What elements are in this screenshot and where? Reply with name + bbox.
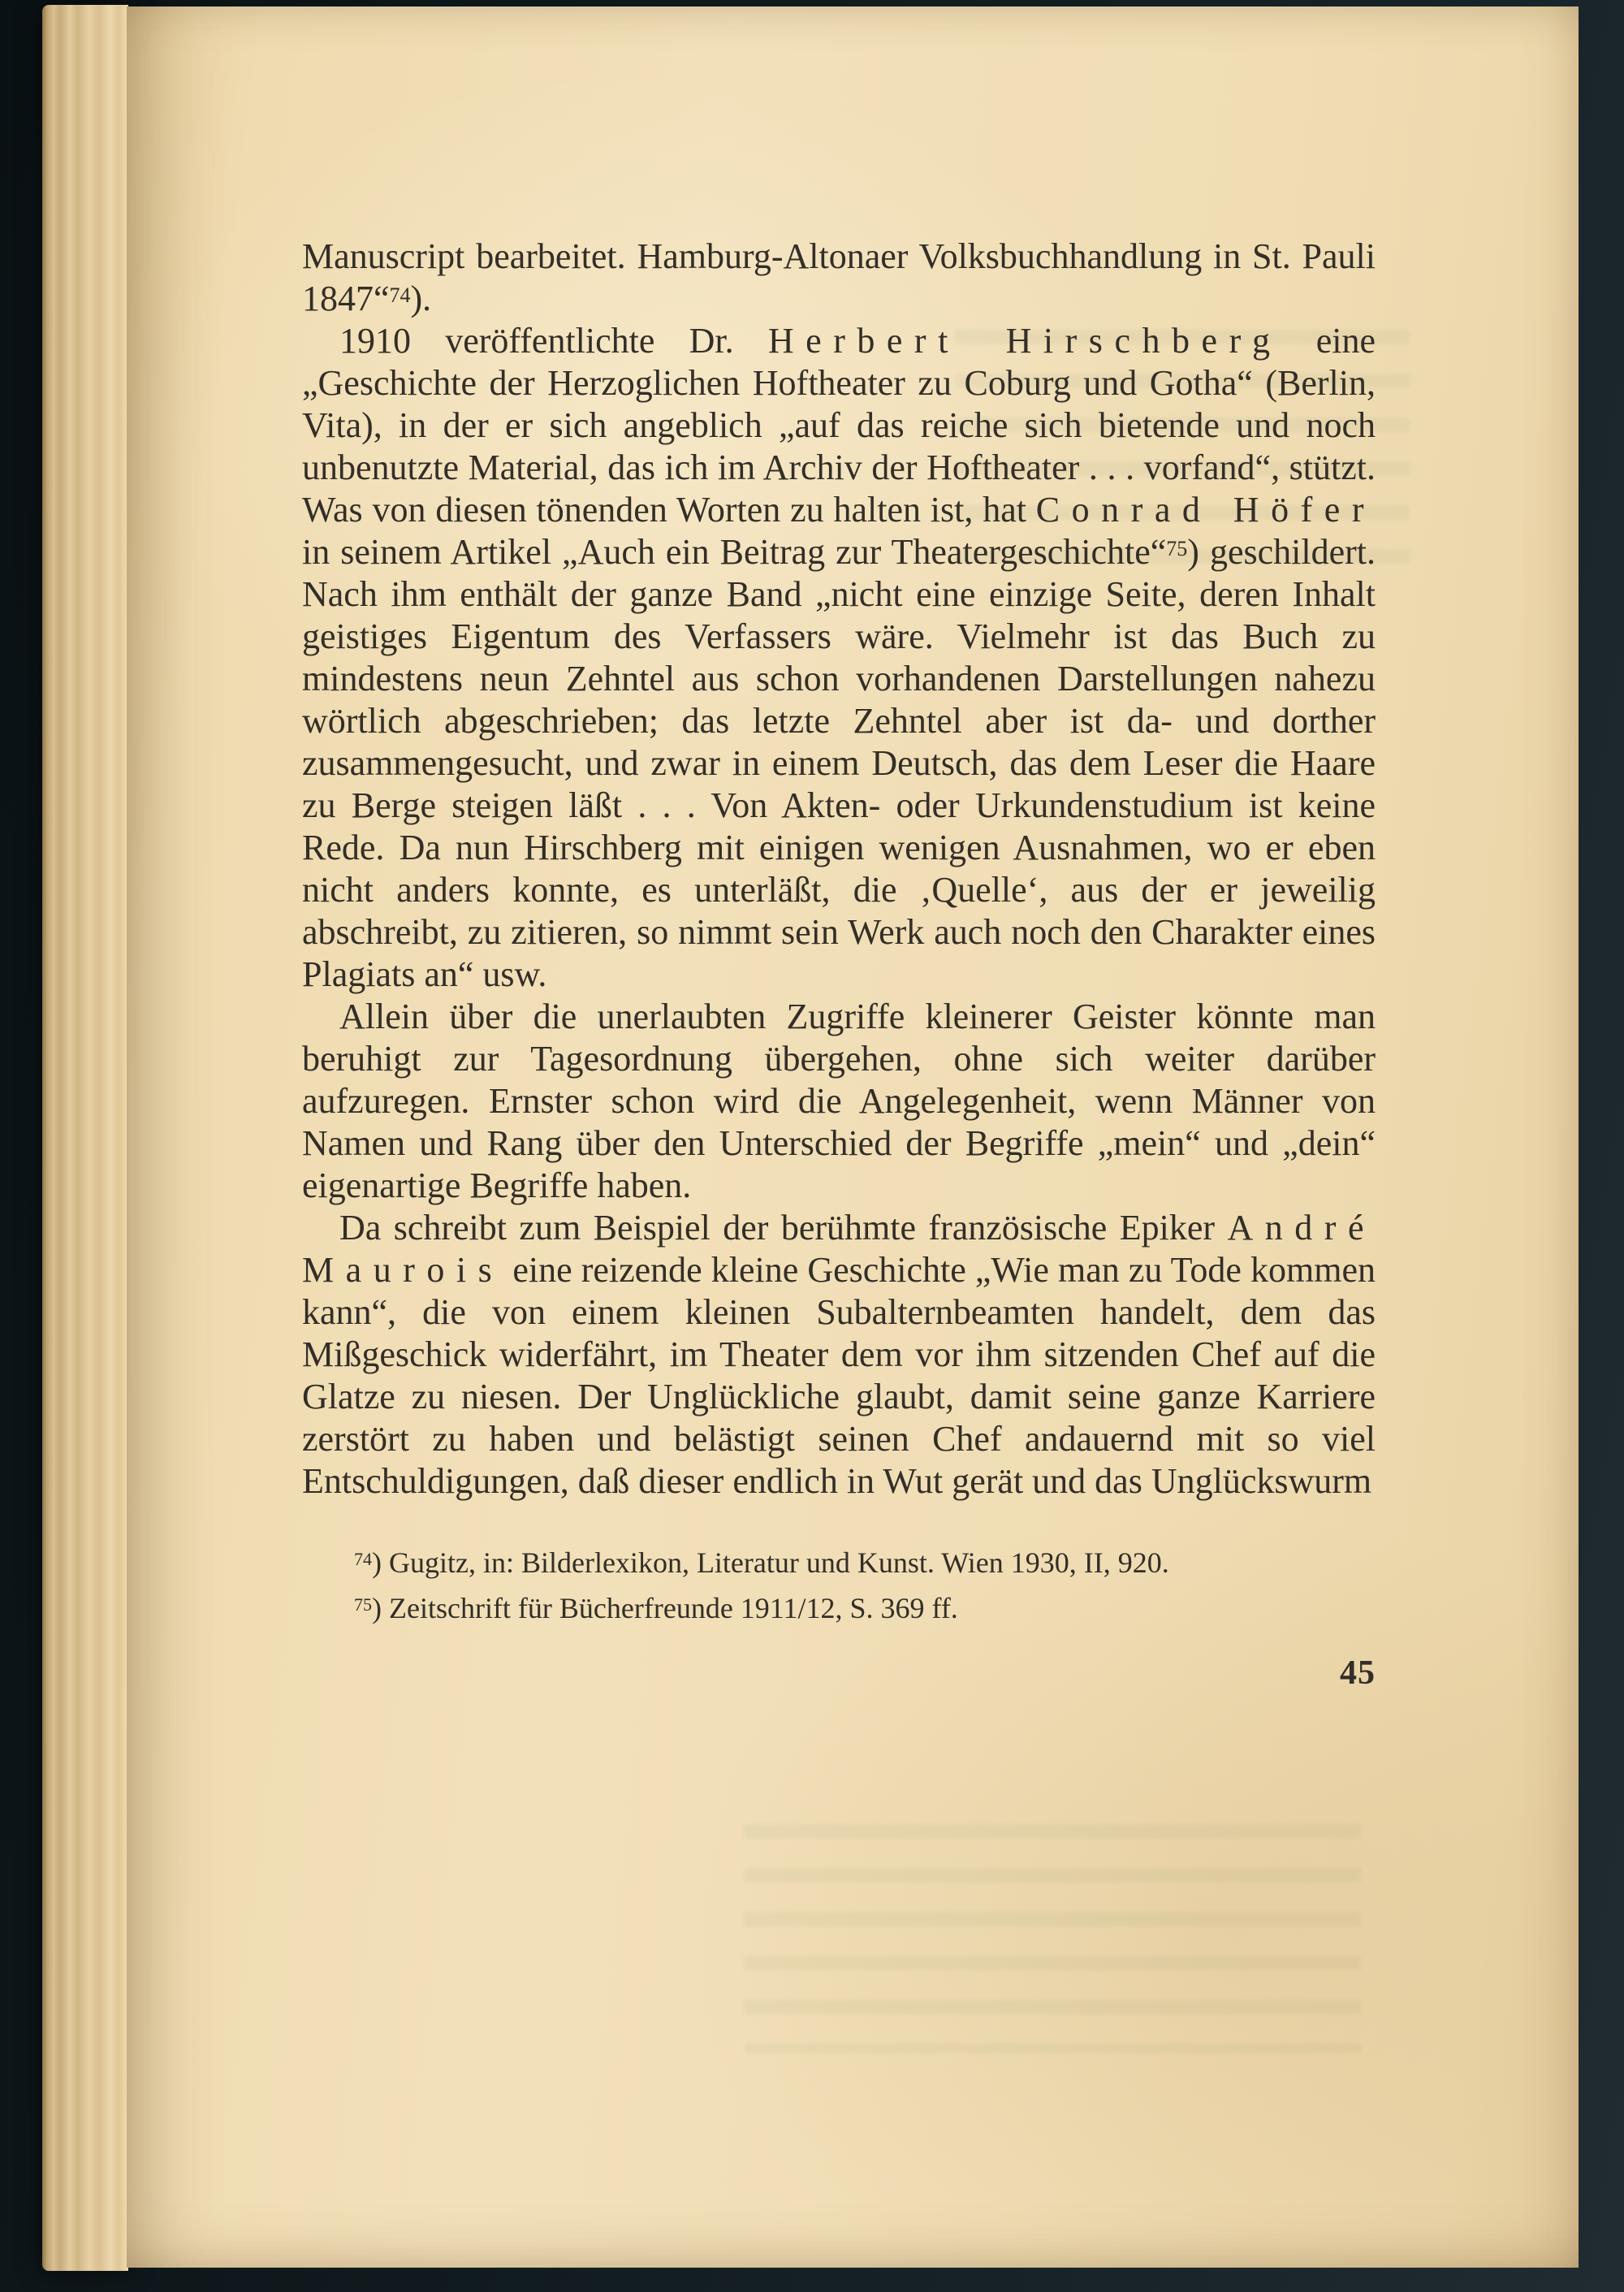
footnote-75 — [354, 1585, 1376, 1631]
footnotes — [302, 1540, 1376, 1631]
footnote-marker-75: 75 — [354, 1594, 372, 1615]
paragraph-maurois: Da schreibt zum Beispiel der berühmte französische Epiker André Maurois eine reizende kleine Geschichte „Wie man zu Tode kommen kann“, die von einem kleinen Subalternbeamten handelt, dem das Mißgeschick widerfährt, im Theater dem vor ihm sitzenden Chef auf die Glatze zu niesen. Der Unglückliche glaubt, damit seine ganze Karriere zerstört zu haben und belästigt seinen Chef andauernd mit so viel Entschuldigungen, daß dieser endlich in Wut gerät und das Unglückswurm — [302, 1208, 1376, 1501]
paragraph-hirschberg: 1910 veröffentlichte Dr. Herbert Hirschberg eine „Geschichte der Herzoglichen Hoftheater zu Coburg und Gotha“ (Berlin, Vita), in der er sich angeblich „auf das reiche sich bietende und noch unbenutzte Material, das ich im Archiv der Hoftheater . . . vorfand“, stützt. Was von diesen tönenden Worten zu halten ist, hat Conrad Höfer in seinem Artikel „Auch ein Beitrag zur Theatergeschichte“$^{75}$) geschildert. Nach ihm enthält der ganze Band „nicht eine einzige Seite, deren Inhalt geistiges Eigentum des Verfassers wäre. Vielmehr ist das Buch zu mindestens neun Zehntel aus schon vorhandenen Darstellungen nahezu wörtlich abgeschrieben; das letzte Zehntel aber ist da- und dorther zusammengesucht, und zwar in einem Deutsch, das dem Leser die Haare zu Berge steigen läßt . . . Von Akten- oder Urkundenstudium ist keine Rede. Da nun Hirschberg mit einigen wenigen Ausnahmen, wo er eben nicht anders konnte, es unterläßt, die ‚Quelle‘, aus der er jeweilig abschreibt, zu zitieren, so nimmt sein Werk auch noch den Charakter eines Plagiats an“ usw. — [302, 321, 1376, 994]
footnote-text: ) Gugitz, in: Bilderlexikon, Literatur und Kunst. Wien 1930, II, 920. — [372, 1546, 1169, 1579]
footnote-74 — [354, 1540, 1376, 1585]
paragraph-zugriffe: Allein über die unerlaubten Zugriffe kleinerer Geister könnte man beruhigt zur Tagesordnung übergehen, ohne sich weiter darüber aufzuregen. Ernster schon wird die Angelegenheit, wenn Männer von Namen und Rang über den Unterschied der Begriffe „mein“ und „dein“ eigenartige Begriffe haben. — [302, 997, 1376, 1205]
page-number: 45 — [1340, 1654, 1376, 1692]
page-edge-stack — [42, 5, 128, 2271]
text-block — [302, 236, 1376, 1694]
reverse-side-showthrough — [744, 1810, 1361, 2053]
book-page — [127, 6, 1579, 2268]
footnote-marker-74: 74 — [354, 1549, 372, 1569]
footnote-text: ) Zeitschrift für Bücherfreunde 1911/12, S. 369 ff. — [372, 1592, 958, 1624]
paragraph-continuation: Manuscript bearbeitet. Hamburg-Altonaer Volksbuchhandlung in St. Pauli 1847“$^{74}$). — [302, 236, 1376, 318]
